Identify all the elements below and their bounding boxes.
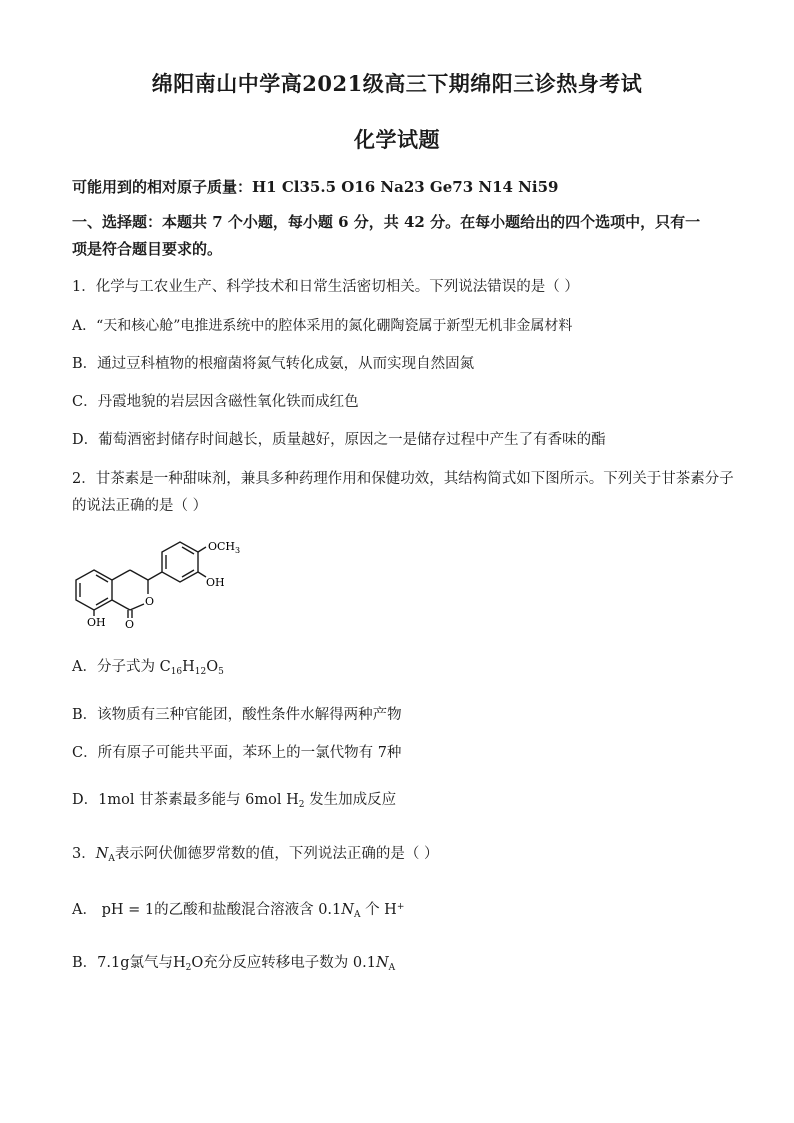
q1-option-c: C．丹霞地貌的岩层因含磁性氧化铁而成红色 xyxy=(72,394,359,410)
q2-stem-line2: 的说法正确的是（ ） xyxy=(72,498,208,514)
q1-option-d: D．葡萄酒密封储存时间越长，质量越好，原因之一是储存过程中产生了有香味的酯 xyxy=(72,432,606,448)
q1-option-b: B．通过豆科植物的根瘤菌将氮气转化成氨，从而实现自然固氮 xyxy=(72,356,475,372)
q2-option-d: D．1mol 甘茶素最多能与 6mol $H_2$ 发生加成反应 xyxy=(72,792,397,810)
q2-option-a: A．分子式为 $C_{16}H_{12}O_5$ xyxy=(72,659,224,677)
q2-option-b: B．该物质有三种官能团，酸性条件水解得两种产物 xyxy=(72,707,402,723)
q3-stem: 3．$N_A$表示阿伏伽德罗常数的值，下列说法正确的是（ ） xyxy=(72,846,439,864)
section-heading-line2: 项是符合题目要求的。 xyxy=(72,240,223,258)
label-oh-left: OH xyxy=(87,616,106,629)
q1-option-a: A．“天和核心舱”电推进系统中的腔体采用的氮化硼陶瓷属于新型无机非金属材料 xyxy=(72,318,573,334)
atomic-masses: 可能用到的相对原子质量：H1 Cl35.5 O16 Na23 Ge73 N14 Ni59 xyxy=(72,178,559,196)
exam-title: 绵阳南山中学高2021级高三下期绵阳三诊热身考试 xyxy=(151,71,643,96)
label-carbonyl-o: O xyxy=(125,618,135,631)
q2-option-c: C．所有原子可能共平面，苯环上的一氯代物有 7种 xyxy=(72,745,402,761)
label-och3: $OCH_3$ xyxy=(208,540,240,555)
label-oh-right: OH xyxy=(206,576,225,589)
q2-stem-line1: 2．甘茶素是一种甜味剂，兼具多种药理作用和保健功效，其结构简式如下图所示。下列关于甘茶素分子 xyxy=(72,471,734,487)
exam-subtitle: 化学试题 xyxy=(354,127,440,152)
label-ring-o: O xyxy=(145,595,155,608)
q1-stem: 1．化学与工农业生产、科学技术和日常生活密切相关。下列说法错误的是（ ） xyxy=(72,279,579,295)
glycyphyllin-structure xyxy=(70,532,240,632)
q3-option-b: B．7.1g氯气与$H_2O$充分反应转移电子数为 $0.1N_A$ xyxy=(72,955,396,973)
section-heading-line1: 一、选择题：本题共 7 个小题，每小题 6 分，共 42 分。在每小题给出的四个选项中，只有一 xyxy=(72,213,701,231)
q3-option-a: A． pH = 1的乙酸和盐酸混合溶液含 $0.1N_A$ 个 H+ xyxy=(72,902,405,920)
